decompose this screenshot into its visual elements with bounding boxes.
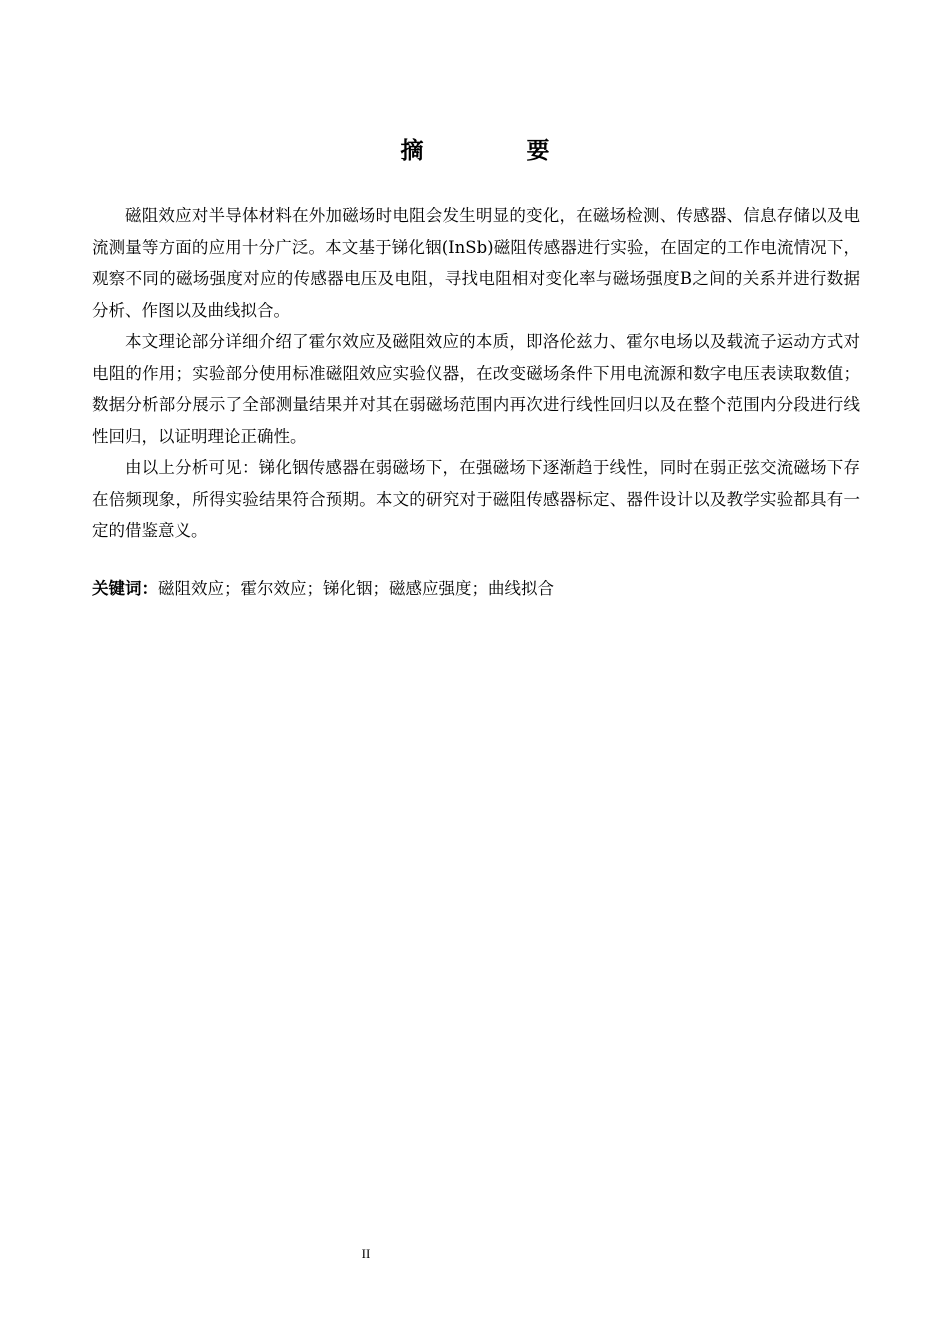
- abstract-paragraph-2: 本文理论部分详细介绍了霍尔效应及磁阻效应的本质，即洛伦兹力、霍尔电场以及载流子运动方式对电阻的作用；实验部分使用标准磁阻效应实验仪器，在改变磁场条件下用电流源和数字电压表读取数值；数据分析部分展示了全部测量结果并对其在弱磁场范围内再次进行线性回归以及在整个范围内分段进行线性回归，以证明理论正确性。: [92, 332, 860, 446]
- keywords-line: [92, 573, 860, 605]
- abstract-paragraph-3: 由以上分析可见：锑化铟传感器在弱磁场下，在强磁场下逐渐趋于线性，同时在弱正弦交流磁场下存在倍频现象，所得实验结果符合预期。本文的研究对于磁阻传感器标定、器件设计以及教学实验都具有一定的借鉴意义。: [92, 458, 860, 540]
- abstract-body: [92, 200, 860, 547]
- keywords-label: 关键词：: [92, 579, 158, 598]
- page-number: II: [361, 1246, 371, 1261]
- abstract-title: 摘 要: [400, 138, 590, 164]
- keywords-list: 磁阻效应；霍尔效应；锑化铟；磁感应强度；曲线拟合: [158, 579, 554, 598]
- abstract-paragraph-1: 磁阻效应对半导体材料在外加磁场时电阻会发生明显的变化，在磁场检测、传感器、信息存储以及电流测量等方面的应用十分广泛。本文基于锑化铟(InSb)磁阻传感器进行实验，在固定的工作电流情况下，观察不同的磁场强度对应的传感器电压及电阻，寻找电阻相对变化率与磁场强度B之间的关系并进行数据分析、作图以及曲线拟合。: [92, 206, 860, 320]
